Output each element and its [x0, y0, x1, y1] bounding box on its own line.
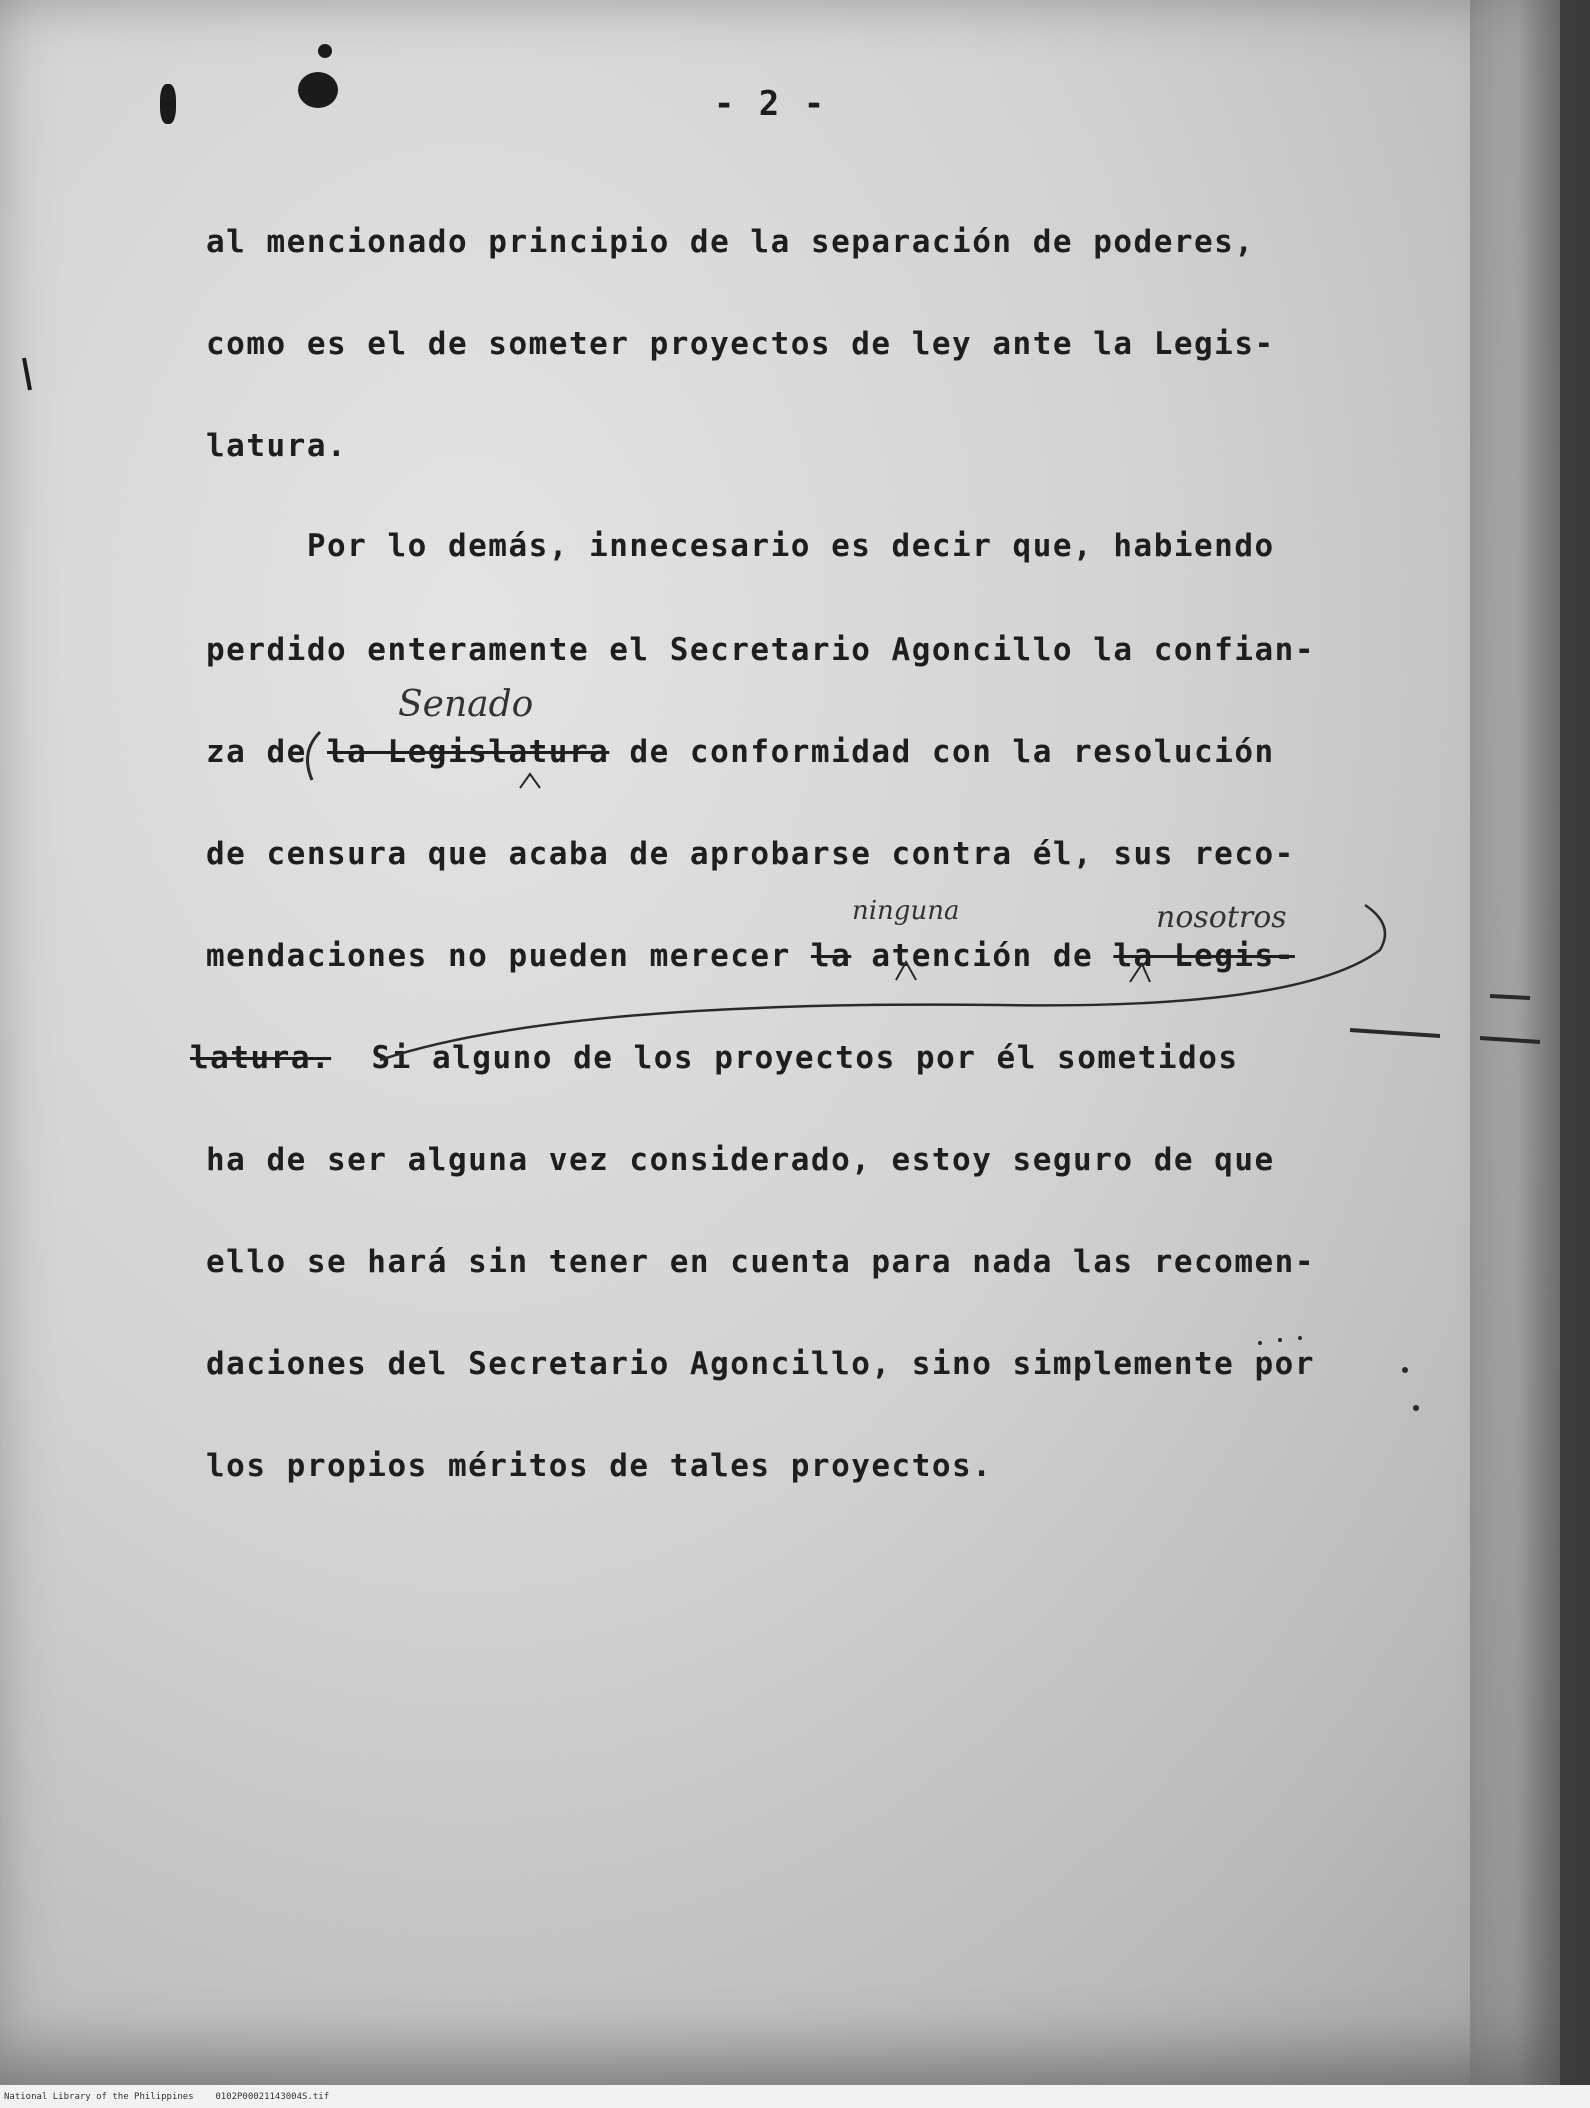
text-fragment: de conformidad con la resolución — [609, 734, 1275, 770]
text-line: al mencionado principio de la separación de poderes, — [206, 224, 1255, 260]
text-line: los propios méritos de tales proyectos. — [206, 1448, 993, 1484]
text-fragment: atención de — [851, 938, 1114, 974]
struck-text: la Legis- — [1113, 938, 1295, 974]
text-fragment: Si alguno de los proyectos por él sometidos — [331, 1040, 1239, 1076]
text-line: latura. — [206, 428, 348, 464]
page-number: - 2 - — [713, 84, 827, 124]
text-fragment: za de — [206, 734, 327, 770]
struck-text: la — [810, 938, 852, 974]
text-fragment: mendaciones no pueden merecer — [206, 938, 811, 974]
text-line: ha de ser alguna vez considerado, estoy seguro de que — [206, 1142, 1275, 1178]
scan-footer-text: National Library of the Philippines 0102P00021143004S.tif — [4, 2092, 330, 2102]
text-line: de censura que acaba de aprobarse contra él, sus reco- — [206, 836, 1295, 872]
struck-text: la Legislatura — [326, 734, 610, 770]
text-line: daciones del Secretario Agoncillo, sino simplemente por — [206, 1346, 1315, 1382]
text-line: ello se hará sin tener en cuenta para nada las recomen- — [206, 1244, 1315, 1280]
handwritten-ninguna: ninguna — [852, 896, 960, 926]
struck-text: latura. — [190, 1040, 332, 1076]
text-line: perdido enteramente el Secretario Agoncillo la confian- — [206, 632, 1315, 668]
text-line: como es el de someter proyectos de ley ante la Legis- — [206, 326, 1275, 362]
handwritten-nosotros: nosotros — [1156, 900, 1287, 935]
handwritten-senado: Senado — [398, 684, 534, 725]
text-line: Por lo demás, innecesario es decir que, habiendo — [206, 528, 1275, 564]
